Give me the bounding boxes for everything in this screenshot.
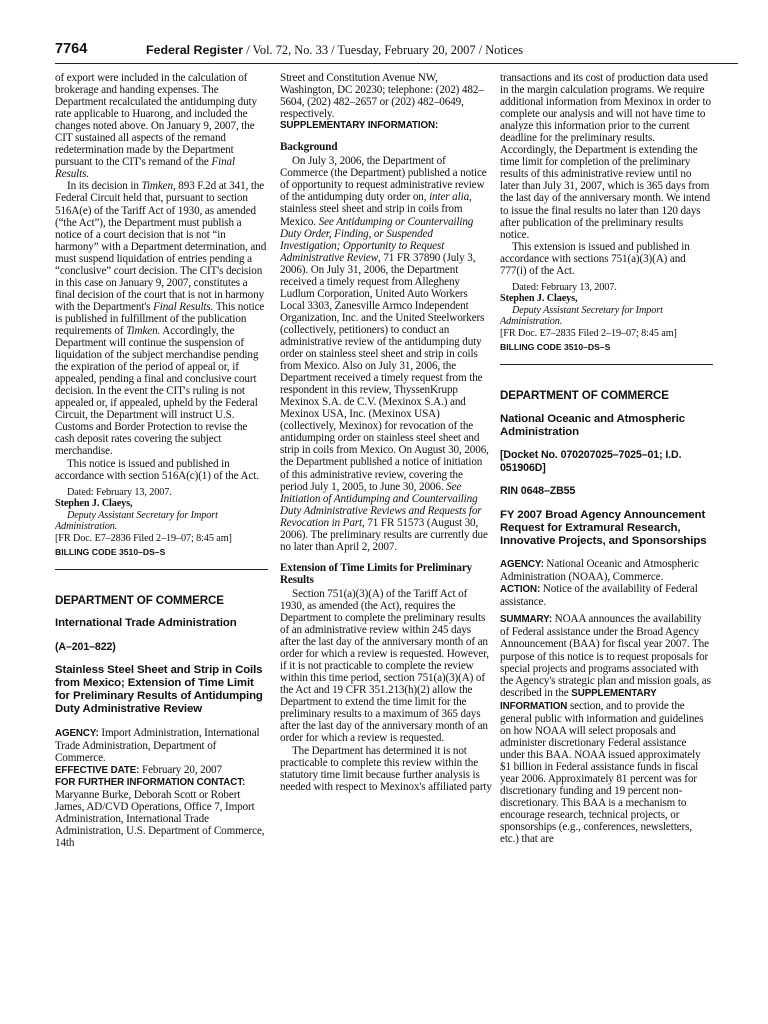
supplementary-label: SUPPLEMENTARY INFORMATION: xyxy=(280,120,439,132)
field-label: AGENCY: xyxy=(55,727,99,739)
italic-run: Final Results. xyxy=(55,156,235,181)
docket-number: (A–201–822) xyxy=(55,640,116,653)
effective-date-line xyxy=(55,764,268,777)
agency-line xyxy=(55,727,268,764)
field-value: February 20, 2007 xyxy=(139,763,222,776)
inline-label: SUPPLEMENTARY INFORMATION xyxy=(500,687,657,712)
signer-name: Stephen J. Claeys, xyxy=(55,498,133,510)
field-label: SUMMARY: xyxy=(500,614,552,626)
text-run: of export were included in the calculation of brokerage and handing expenses. The Department recalculated the antidumping duty rate applicable to Huarong, and included the changes noted above. On January 9, 2007, the CIT sustained all aspects of the remand redetermination made by the Department pursuant to the CIT's remand of the xyxy=(55,72,257,169)
agency-line xyxy=(500,558,713,583)
notice-title: FY 2007 Broad Agency Announcement Request for Extramural Research, Innovative Projects, and Sponsorships xyxy=(500,508,707,547)
text-run: In its decision in xyxy=(67,180,142,193)
text-run: On July 3, 2006, the Department of Commerce (the Department) published a notice of opportunity to request administrative review of the antidumping duty order on, xyxy=(280,155,487,204)
notice-title: Stainless Steel Sheet and Strip in Coils from Mexico; Extension of Time Limit for Preliminary Results of Antidumping Duty Administrative Review xyxy=(55,663,263,716)
fr-doc-line: [FR Doc. E7–2835 Filed 2–19–07; 8:45 am] xyxy=(500,327,677,339)
agency-heading: International Trade Administration xyxy=(55,617,237,630)
contact-continued: Street and Constitution Avenue NW, Washington, DC 20230; telephone: (202) 482–5604, (202) 482–2657 or (202) 482–0649, respectively. xyxy=(280,72,484,121)
department-heading: DEPARTMENT OF COMMERCE xyxy=(500,389,669,403)
billing-code: BILLING CODE 3510–DS–S xyxy=(500,342,611,353)
signer-title: Deputy Assistant Secretary for Import Administration. xyxy=(500,304,663,328)
contact-text: Maryanne Burke, Deborah Scott or Robert James, AD/CVD Operations, Office 7, Import Administration, International Trade Administration, U.S. Department of Commerce, 14th xyxy=(55,788,265,849)
rin-number: RIN 0648–ZB55 xyxy=(500,485,576,498)
field-value: National Oceanic and Atmospheric Administration (NOAA), Commerce. xyxy=(500,558,699,584)
column-2 xyxy=(280,72,493,1022)
agency-heading: National Oceanic and Atmospheric Administration xyxy=(500,412,686,438)
summary-paragraph xyxy=(500,613,713,845)
page-number: 7764 xyxy=(55,41,88,57)
running-head xyxy=(146,43,523,58)
text-run: , 71 FR 51573 (August 30, 2006). The preliminary results are currently due no later than April 2, 2007. xyxy=(280,516,488,553)
text-run: Accordingly, the Department will continue the suspension of liquidation of the subject merchandise pending the expiration of the period of appeal or, if appealed, pending a final and conclusive court decision. In the event the CIT's ruling is not appealed or, if appealed, upheld by the Federal Circuit, the Department will instruct U.S. Customs and Border Protection to revise the cash deposit rates covering the subject merchandise. xyxy=(55,324,259,458)
header-rule xyxy=(55,63,738,64)
text-run: , 893 F.2d at 341, the Federal Circuit held that, pursuant to section 516A(e) of the Tariff Act of 1930, as amended (“the Act”), the Department must publish a notice of a court decision that is not “in harmony” with a Department determination, and must suspend liquidation of entries pending a “conclusive” court decision. The CIT's decision in this case on January 9, 2007, constitutes a final decision of the court that is not in harmony with the Department's xyxy=(55,180,267,313)
italic-run: Final Results. xyxy=(153,300,214,313)
italic-run: Timken. xyxy=(126,324,161,337)
field-label: EFFECTIVE DATE: xyxy=(55,764,140,776)
paragraph: The Department has determined it is not practicable to complete this review within the statutory time limit because further analysis is needed with respect to Mexinox's affiliated party xyxy=(280,744,492,793)
column-1 xyxy=(55,72,268,1022)
docket-number: [Docket No. 070207025–7025–01; I.D. 051906D] xyxy=(500,448,682,475)
column-3 xyxy=(500,72,713,1022)
dated-line: Dated: February 13, 2007. xyxy=(512,281,617,293)
text-run: , 71 FR 37890 (July 3, 2006). On July 31, 2006, the Department received a timely request from Allegheny Ludlum Corporation, United Auto Workers Local 3303, Zanesville Armco Independent Organization, Inc. and the United Steelworkers (collectively, petitioners) to conduct an administrative review of the antidumping duty order on stainless steel sheet and strip in coils from Mexico. Also on July 31, 2006, the Department received a timely request from the respondent in this review, ThyssenKrupp Mexinox S.A. de C.V. (Mexinox S.A.) and Mexinox USA, Inc. (Mexinox USA) (collectively, Mexinox) for revocation of the antidumping order on stainless steel sheet and strip in coils from Mexico. On August 30, 2006, the Department published a notice of initiation of this administrative review, covering the period July 1, 2005, to June 30, 2006. xyxy=(280,251,489,493)
paragraph: This notice is issued and published in accordance with section 516A(c)(1) of the Act. xyxy=(55,457,259,482)
department-heading: DEPARTMENT OF COMMERCE xyxy=(55,594,224,608)
signer-name: Stephen J. Claeys, xyxy=(500,293,578,305)
publication-name: Federal Register xyxy=(146,43,244,57)
billing-code: BILLING CODE 3510–DS–S xyxy=(55,547,166,558)
paragraph: transactions and its cost of production data used in the margin calculation programs. We require additional information from Mexinox in order to complete our analysis and will not have time to analyze this information prior to the current deadline for the preliminary results. Accordingly, the Department is extending the time limit for completion of the preliminary results of this administrative review until no later than July 31, 2007, which is 365 days from the last day of the anniversary month. We intend to issue the final results no later than 120 days after publication of the preliminary results notice. xyxy=(500,72,711,241)
page-header xyxy=(55,41,738,61)
field-label: AGENCY: xyxy=(500,559,544,571)
section-heading-background: Background xyxy=(280,141,338,154)
italic-run: Timken xyxy=(141,180,173,193)
paragraph xyxy=(55,180,268,457)
signer-title: Deputy Assistant Secretary for Import Administration. xyxy=(55,509,218,533)
issue-info: / Vol. 72, No. 33 / Tuesday, February 20, 2007 / Notices xyxy=(243,43,524,57)
italic-run: inter alia xyxy=(429,191,470,204)
field-value: Import Administration, International Trade Administration, Department of Commerce. xyxy=(55,726,260,764)
text-run: This notice is published in fulfillment of the publication requirements of xyxy=(55,300,265,337)
text-run: , stainless steel sheet and strip in coils from Mexico. xyxy=(280,191,472,228)
section-rule xyxy=(500,364,713,365)
fr-doc-line: [FR Doc. E7–2836 Filed 2–19–07; 8:45 am] xyxy=(55,532,232,544)
paragraph xyxy=(280,155,493,553)
dated-line: Dated: February 13, 2007. xyxy=(67,486,172,498)
contact-label: FOR FURTHER INFORMATION CONTACT: xyxy=(55,776,246,788)
field-label: ACTION: xyxy=(500,584,541,596)
section-rule xyxy=(55,569,268,570)
italic-run: See Antidumping or Countervailing Duty Order, Finding, or Suspended Investigation; Opportunity to Request Administrative Review xyxy=(280,215,474,264)
italic-run: See Initiation of Antidumping and Countervailing Duty Administrative Reviews and Requests for Revocation in Part xyxy=(280,480,482,529)
section-heading-extension: Extension of Time Limits for Preliminary Results xyxy=(280,561,473,586)
action-line xyxy=(500,583,713,608)
field-value: Notice of the availability of Federal assistance. xyxy=(500,583,698,609)
paragraph xyxy=(55,72,268,180)
text-run: section, and to provide the general public with information and guidelines on how NOAA will select proposals and administer discretionary Federal assistance under this BAA. NOAA issued approximately $1 billion in Federal assistance funds in fiscal year 2006. Approximately 81 percent was for discretionary funding and 19 percent non-discretionary. This BAA is a mechanism to encourage research, technical projects, or sponsorships (e.g., conferences, newsletters, etc.) that are xyxy=(500,699,704,846)
paragraph: Section 751(a)(3)(A) of the Tariff Act of 1930, as amended (the Act), requires the Department to complete the preliminary results of an administrative review within 245 days after the last day of the anniversary month of an order for which a review is requested. However, if it is not practicable to complete the review within this time period, section 751(a)(3)(A) of the Act and 19 CFR 351.213(h)(2) allow the Department to extend the time limit for the preliminary results to a maximum of 365 days after the last day of the anniversary month of an order for which a review is requested. xyxy=(280,587,489,745)
paragraph: This extension is issued and published in accordance with sections 751(a)(3)(A) and 777(i) of the Act. xyxy=(500,240,690,277)
text-run: NOAA announces the availability of Federal assistance under the Broad Agency Announcement (BAA) for fiscal year 2007. The purpose of this notice is to request proposals for special projects and programs associated with the Agency's strategic plan and mission goals, as described in the xyxy=(500,613,711,699)
